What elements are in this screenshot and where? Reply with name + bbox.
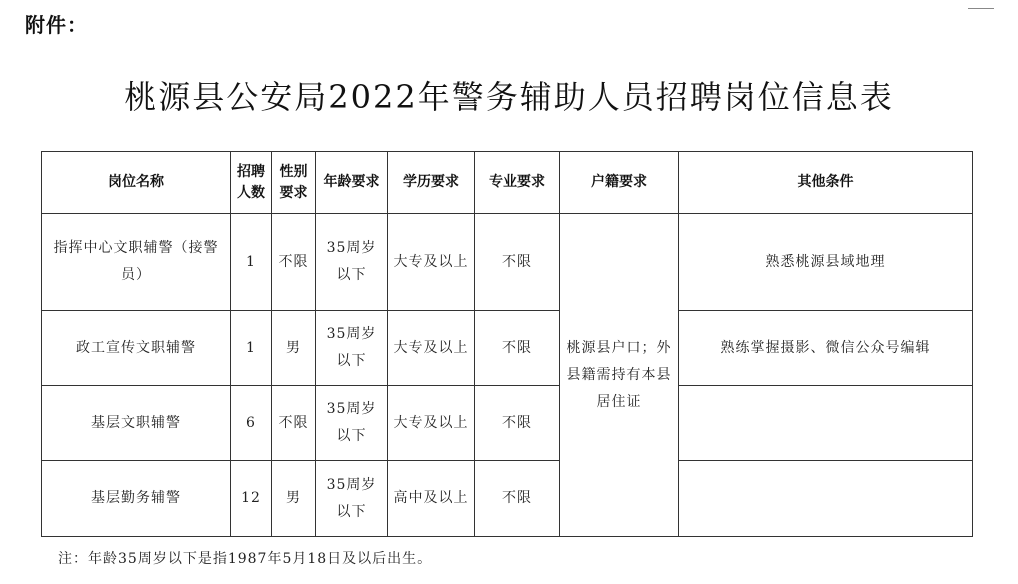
header-education: 学历要求 — [388, 152, 475, 214]
cell-other: 熟练掌握摄影、微信公众号编辑 — [679, 311, 973, 386]
cell-count: 6 — [231, 386, 272, 461]
corner-divider — [968, 8, 994, 9]
header-age: 年龄要求 — [316, 152, 388, 214]
cell-other — [679, 461, 973, 537]
table-row — [42, 386, 973, 461]
header-gender: 性别要求 — [272, 152, 316, 214]
header-count: 招聘人数 — [231, 152, 272, 214]
cell-age: 35周岁以下 — [316, 214, 388, 311]
cell-gender: 不限 — [272, 386, 316, 461]
cell-education: 大专及以上 — [388, 386, 475, 461]
cell-age: 35周岁以下 — [316, 386, 388, 461]
cell-position: 基层文职辅警 — [42, 386, 231, 461]
header-other: 其他条件 — [679, 152, 973, 214]
cell-gender: 不限 — [272, 214, 316, 311]
cell-education: 大专及以上 — [388, 311, 475, 386]
cell-major: 不限 — [475, 461, 560, 537]
cell-major: 不限 — [475, 311, 560, 386]
cell-education: 高中及以上 — [388, 461, 475, 537]
cell-other: 熟悉桃源县域地理 — [679, 214, 973, 311]
header-household: 户籍要求 — [560, 152, 679, 214]
cell-education: 大专及以上 — [388, 214, 475, 311]
header-position: 岗位名称 — [42, 152, 231, 214]
cell-gender: 男 — [272, 461, 316, 537]
position-info-table — [41, 151, 973, 537]
cell-household-requirement: 桃源县户口；外县籍需持有本县居住证 — [560, 214, 679, 537]
cell-age: 35周岁以下 — [316, 311, 388, 386]
cell-count: 1 — [231, 311, 272, 386]
table-row — [42, 311, 973, 386]
cell-position: 指挥中心文职辅警（接警员） — [42, 214, 231, 311]
cell-position: 政工宣传文职辅警 — [42, 311, 231, 386]
cell-count: 1 — [231, 214, 272, 311]
table-row — [42, 461, 973, 537]
table-row — [42, 214, 973, 311]
cell-major: 不限 — [475, 214, 560, 311]
cell-position: 基层勤务辅警 — [42, 461, 231, 537]
cell-other — [679, 386, 973, 461]
cell-count: 12 — [231, 461, 272, 537]
cell-gender: 男 — [272, 311, 316, 386]
cell-age: 35周岁以下 — [316, 461, 388, 537]
page-title: 桃源县公安局2022年警务辅助人员招聘岗位信息表 — [124, 78, 894, 116]
cell-major: 不限 — [475, 386, 560, 461]
footnote: 注：年龄35周岁以下是指1987年5月18日及以后出生。 — [58, 551, 433, 567]
header-major: 专业要求 — [475, 152, 560, 214]
attachment-label: 附件： — [25, 13, 88, 37]
table-header-row — [42, 152, 973, 214]
